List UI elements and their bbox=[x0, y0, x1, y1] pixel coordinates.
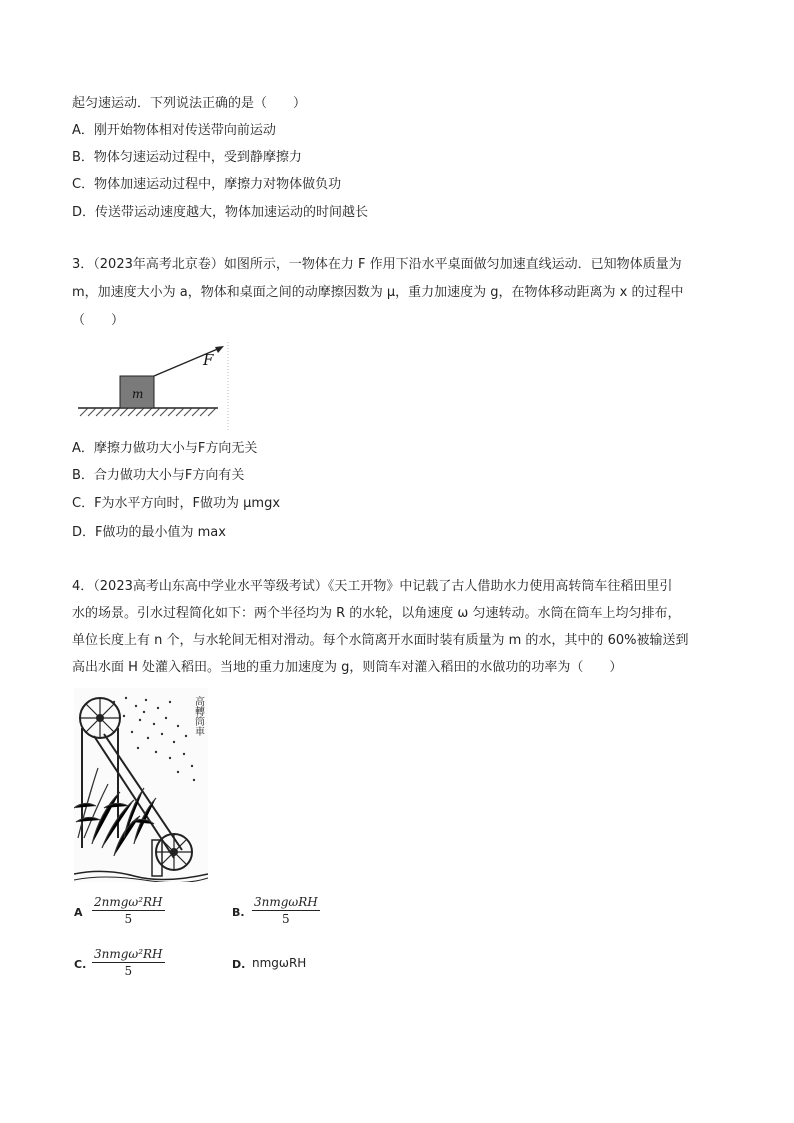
q3-force-label: F bbox=[203, 351, 214, 369]
q2-option-b: B．物体匀速运动过程中，受到静摩擦力 bbox=[72, 150, 302, 165]
q3-stem-line-1: 3．（2023年高考北京卷）如图所示，一物体在力 F 作用下沿水平桌面做匀加速直线运动．已知物体质量为 bbox=[72, 257, 682, 272]
q2-option-d: D．传送带运动速度越大，物体加速运动的时间越长 bbox=[72, 205, 369, 220]
q3-mass-label: m bbox=[132, 387, 144, 401]
q3-option-c: C．F为水平方向时，F做功为 μmgx bbox=[72, 496, 281, 511]
q4-option-c-numerator: 3nmgω²RH bbox=[94, 947, 163, 961]
q2-option-c: C．物体加速运动过程中，摩擦力对物体做负功 bbox=[72, 177, 342, 192]
q4-option-b-numerator: 3nmgωRH bbox=[254, 895, 318, 909]
q4-stem-line-3: 单位长度上有 n 个，与水轮间无相对滑动。每个水筒离开水面时装有质量为 m 的水，其中的 60%被输送到 bbox=[72, 633, 689, 648]
q4-option-c-denominator: 5 bbox=[124, 964, 133, 978]
q4-option-b-label: B. bbox=[232, 906, 245, 919]
q4-option-c-label: C. bbox=[74, 958, 87, 971]
q3-stem-line-2: m，加速度大小为 a，物体和桌面之间的动摩擦因数为 μ，重力加速度为 g，在物体移动距离为 x 的过程中 bbox=[72, 285, 684, 300]
q4-option-b-denominator: 5 bbox=[282, 912, 290, 926]
q4-option-d-label: D. bbox=[232, 958, 246, 971]
q4-option-d-text: nmgωRH bbox=[252, 956, 307, 970]
q4-option-c-fraction bbox=[92, 946, 165, 979]
q3-option-d: D．F做功的最小值为 max bbox=[72, 525, 226, 540]
q3-option-a: A．摩擦力做功大小与F方向无关 bbox=[72, 441, 258, 456]
q4-stem-line-2: 水的场景。引水过程简化如下：两个半径均为 R 的水轮，以角速度 ω 匀速转动。水筒在筒车上均匀排布， bbox=[72, 606, 681, 621]
q2-option-a: A．刚开始物体相对传送带向前运动 bbox=[72, 123, 276, 138]
q4-figure-caption: 高轉筒車 bbox=[192, 696, 204, 736]
q4-option-b-fraction bbox=[252, 894, 320, 927]
q4-stem-line-4: 高出水面 H 处灌入稻田。当地的重力加速度为 g，则筒车对灌入稻田的水做功的功率为（ ） bbox=[72, 660, 623, 675]
q4-option-a-fraction bbox=[92, 894, 165, 927]
q3-option-b: B．合力做功大小与F方向有关 bbox=[72, 468, 245, 483]
q3-stem-line-3: （ ） bbox=[72, 313, 125, 328]
q4-option-a-numerator: 2nmgω²RH bbox=[94, 895, 163, 909]
q4-figure-water-wheel-illustration bbox=[74, 688, 208, 882]
q4-stem-line-1: 4．（2023高考山东高中学业水平等级考试）《天工开物》中记载了古人借助水力使用高转筒车往稻田里引 bbox=[72, 579, 673, 594]
q4-option-a-label: A bbox=[74, 906, 83, 919]
q3-figure-block-on-table bbox=[72, 342, 234, 432]
q4-option-a-denominator: 5 bbox=[124, 912, 133, 926]
q2-stem-tail: 起匀速运动．下列说法正确的是（ ） bbox=[72, 96, 307, 111]
